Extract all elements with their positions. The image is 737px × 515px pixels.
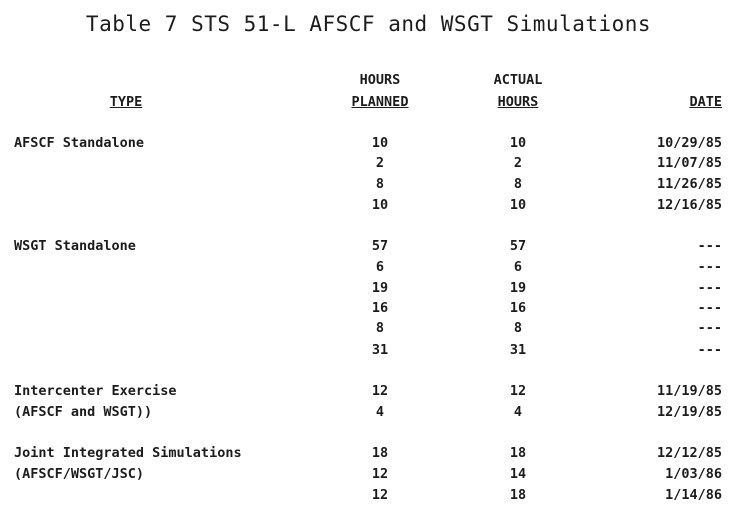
row-date: --- [697,259,722,275]
header-hours: HOURS [359,72,401,88]
row-type: AFSCF Standalone [14,135,145,151]
row-date: 10/29/85 [656,135,722,151]
row-actual-hours: 18 [509,487,527,503]
row-date: --- [697,320,722,336]
row-actual-hours: 31 [509,342,527,358]
row-hours-planned: 2 [375,155,385,171]
row-actual-hours: 10 [509,197,527,213]
row-date: 11/26/85 [656,176,722,192]
row-date: --- [697,300,722,316]
row-actual-hours: 57 [509,238,527,254]
row-date: 12/12/85 [656,445,722,461]
row-actual-hours: 19 [509,280,527,296]
row-date: 11/19/85 [656,383,722,399]
row-date: 12/16/85 [656,197,722,213]
row-hours-planned: 57 [371,238,389,254]
header-hours-actual: HOURS [497,94,539,110]
row-hours-planned: 10 [371,135,389,151]
row-actual-hours: 12 [509,383,527,399]
page-title: Table 7 STS 51-L AFSCF and WSGT Simulations [85,12,652,36]
row-date: --- [697,342,722,358]
row-actual-hours: 16 [509,300,527,316]
row-actual-hours: 6 [513,259,523,275]
row-date: --- [697,280,722,296]
row-hours-planned: 12 [371,487,389,503]
row-actual-hours: 18 [509,445,527,461]
row-actual-hours: 8 [513,176,523,192]
row-hours-planned: 19 [371,280,389,296]
row-hours-planned: 18 [371,445,389,461]
row-type: Intercenter Exercise [14,383,177,399]
row-type: (AFSCF and WSGT)) [14,404,153,420]
row-hours-planned: 31 [371,342,389,358]
row-type: (AFSCF/WSGT/JSC) [14,466,145,482]
row-date: 1/03/86 [665,466,722,482]
row-hours-planned: 10 [371,197,389,213]
row-hours-planned: 12 [371,383,389,399]
row-hours-planned: 4 [375,404,385,420]
header-actual: ACTUAL [493,72,543,88]
row-hours-planned: 6 [375,259,385,275]
row-hours-planned: 12 [371,466,389,482]
row-date: 12/19/85 [656,404,722,420]
row-actual-hours: 10 [509,135,527,151]
row-type: Joint Integrated Simulations [14,445,242,461]
row-actual-hours: 14 [509,466,527,482]
row-date: 11/07/85 [656,155,722,171]
row-date: 1/14/86 [665,487,722,503]
row-actual-hours: 8 [513,320,523,336]
row-hours-planned: 16 [371,300,389,316]
header-planned: PLANNED [351,94,409,110]
row-hours-planned: 8 [375,176,385,192]
row-date: --- [697,238,722,254]
row-type: WSGT Standalone [14,238,136,254]
row-actual-hours: 2 [513,155,523,171]
row-hours-planned: 8 [375,320,385,336]
header-date: DATE [689,94,722,110]
row-actual-hours: 4 [513,404,523,420]
header-type: TYPE [109,94,143,110]
